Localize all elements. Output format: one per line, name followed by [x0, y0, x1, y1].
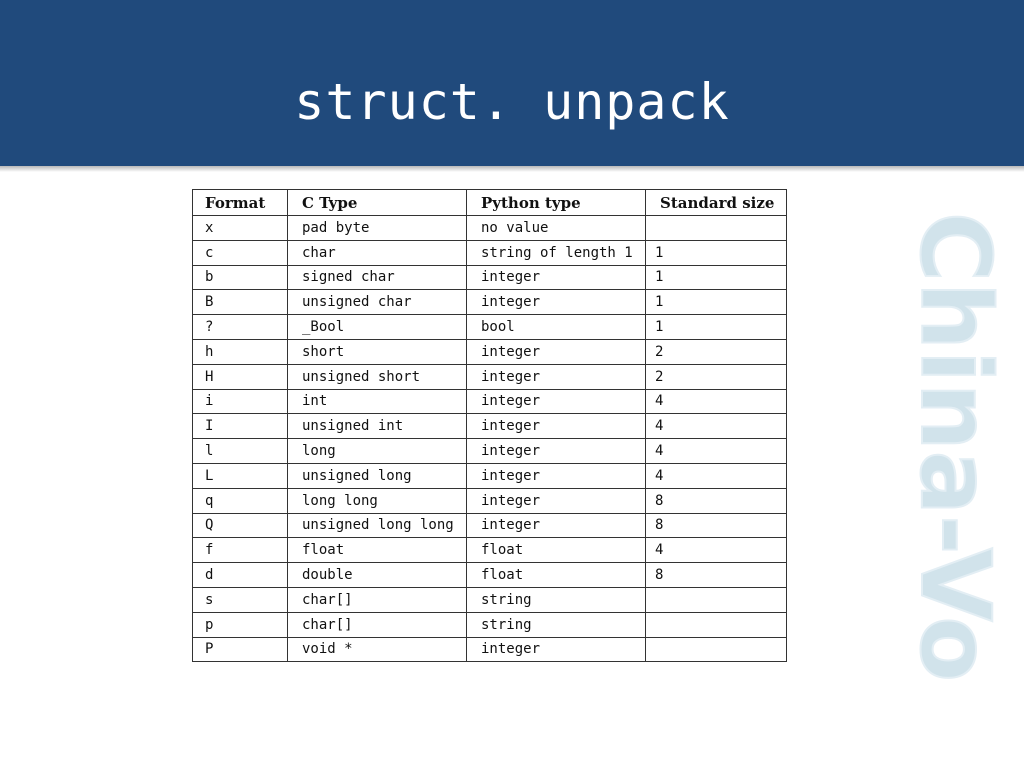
- cell-python-type: float: [467, 563, 646, 588]
- cell-standard-size: [646, 216, 787, 241]
- cell-python-type: integer: [467, 463, 646, 488]
- cell-c-type: void *: [288, 637, 467, 662]
- cell-c-type: long long: [288, 488, 467, 513]
- cell-standard-size: 8: [646, 513, 787, 538]
- cell-format: c: [193, 240, 288, 265]
- cell-standard-size: [646, 612, 787, 637]
- table-row: [193, 265, 787, 290]
- table-row: [193, 389, 787, 414]
- cell-format: d: [193, 563, 288, 588]
- cell-standard-size: 4: [646, 389, 787, 414]
- cell-format: Q: [193, 513, 288, 538]
- cell-python-type: string: [467, 587, 646, 612]
- table-row: [193, 364, 787, 389]
- cell-python-type: integer: [467, 488, 646, 513]
- cell-standard-size: 1: [646, 315, 787, 340]
- table-row: [193, 488, 787, 513]
- cell-c-type: double: [288, 563, 467, 588]
- cell-format: ?: [193, 315, 288, 340]
- title-bar-shadow: [0, 166, 1024, 172]
- table-row: [193, 538, 787, 563]
- cell-format: I: [193, 414, 288, 439]
- cell-c-type: unsigned char: [288, 290, 467, 315]
- cell-standard-size: 1: [646, 290, 787, 315]
- cell-python-type: integer: [467, 637, 646, 662]
- watermark-text: China-Vo: [899, 212, 1011, 685]
- table-header: [193, 190, 787, 216]
- header-format: Format: [193, 190, 288, 216]
- cell-format: x: [193, 216, 288, 241]
- cell-python-type: bool: [467, 315, 646, 340]
- header-standard-size: Standard size: [646, 190, 787, 216]
- cell-c-type: char[]: [288, 587, 467, 612]
- cell-standard-size: 8: [646, 563, 787, 588]
- cell-python-type: integer: [467, 414, 646, 439]
- table-row: [193, 290, 787, 315]
- cell-c-type: pad byte: [288, 216, 467, 241]
- cell-format: H: [193, 364, 288, 389]
- table-row: [193, 339, 787, 364]
- format-table: [192, 189, 787, 662]
- cell-standard-size: 4: [646, 538, 787, 563]
- table-row: [193, 216, 787, 241]
- cell-python-type: integer: [467, 439, 646, 464]
- cell-python-type: integer: [467, 389, 646, 414]
- cell-standard-size: 1: [646, 265, 787, 290]
- cell-format: s: [193, 587, 288, 612]
- china-vo-watermark-logo: [899, 212, 1011, 692]
- cell-python-type: string of length 1: [467, 240, 646, 265]
- table-row: [193, 414, 787, 439]
- cell-c-type: float: [288, 538, 467, 563]
- header-python-type: Python type: [467, 190, 646, 216]
- cell-format: f: [193, 538, 288, 563]
- cell-python-type: string: [467, 612, 646, 637]
- cell-c-type: unsigned int: [288, 414, 467, 439]
- cell-c-type: char: [288, 240, 467, 265]
- cell-format: L: [193, 463, 288, 488]
- table-row: [193, 439, 787, 464]
- cell-python-type: float: [467, 538, 646, 563]
- table-row: [193, 637, 787, 662]
- cell-python-type: no value: [467, 216, 646, 241]
- cell-c-type: char[]: [288, 612, 467, 637]
- slide-title: struct. unpack: [294, 73, 730, 131]
- table-body: [193, 216, 787, 662]
- cell-python-type: integer: [467, 339, 646, 364]
- cell-format: B: [193, 290, 288, 315]
- header-c-type: C Type: [288, 190, 467, 216]
- table-row: [193, 587, 787, 612]
- cell-c-type: long: [288, 439, 467, 464]
- cell-format: l: [193, 439, 288, 464]
- cell-python-type: integer: [467, 265, 646, 290]
- table-row: [193, 240, 787, 265]
- cell-c-type: int: [288, 389, 467, 414]
- cell-format: p: [193, 612, 288, 637]
- cell-format: i: [193, 389, 288, 414]
- cell-c-type: short: [288, 339, 467, 364]
- cell-standard-size: 4: [646, 414, 787, 439]
- cell-c-type: unsigned long: [288, 463, 467, 488]
- cell-c-type: signed char: [288, 265, 467, 290]
- cell-python-type: integer: [467, 290, 646, 315]
- table-row: [193, 513, 787, 538]
- table-row: [193, 315, 787, 340]
- cell-standard-size: [646, 587, 787, 612]
- table-row: [193, 463, 787, 488]
- header-row: [193, 190, 787, 216]
- cell-standard-size: 2: [646, 339, 787, 364]
- cell-standard-size: 1: [646, 240, 787, 265]
- table-row: [193, 563, 787, 588]
- cell-format: b: [193, 265, 288, 290]
- cell-format: h: [193, 339, 288, 364]
- cell-standard-size: 8: [646, 488, 787, 513]
- cell-c-type: _Bool: [288, 315, 467, 340]
- cell-standard-size: [646, 637, 787, 662]
- cell-format: q: [193, 488, 288, 513]
- cell-c-type: unsigned short: [288, 364, 467, 389]
- cell-format: P: [193, 637, 288, 662]
- cell-standard-size: 4: [646, 439, 787, 464]
- cell-standard-size: 2: [646, 364, 787, 389]
- cell-c-type: unsigned long long: [288, 513, 467, 538]
- table-row: [193, 612, 787, 637]
- cell-python-type: integer: [467, 364, 646, 389]
- title-bar: [0, 0, 1024, 166]
- cell-standard-size: 4: [646, 463, 787, 488]
- cell-python-type: integer: [467, 513, 646, 538]
